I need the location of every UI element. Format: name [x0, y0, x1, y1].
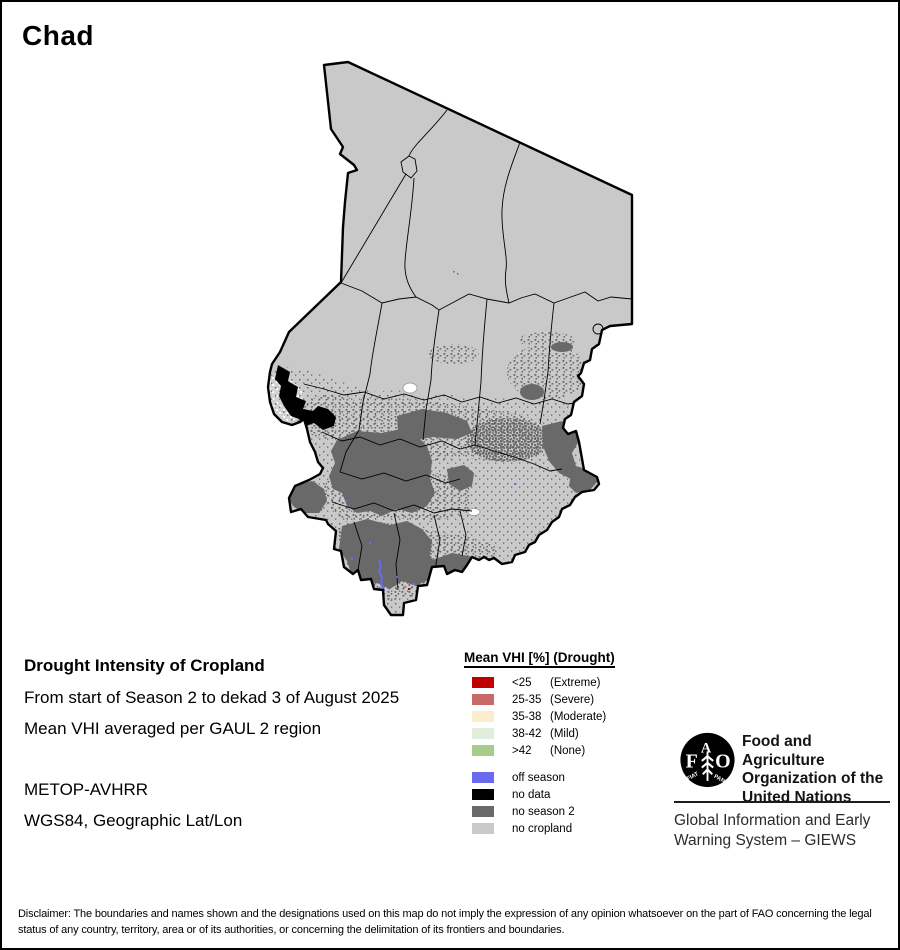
legend-label: no cropland: [512, 822, 573, 835]
legend-swatch: [472, 711, 494, 722]
info-block: [24, 655, 464, 831]
legend-row-moderate: [472, 711, 615, 722]
legend-row-none: [472, 745, 615, 756]
page-title: Chad: [22, 20, 94, 51]
legend-swatch: [472, 806, 494, 817]
legend-row-no-data: [472, 789, 615, 800]
fao-org-line: United Nations: [742, 788, 852, 806]
legend-label: no data: [512, 788, 551, 801]
sensor-line: METOP-AVHRR: [24, 780, 149, 799]
legend-label: (None): [550, 744, 586, 757]
legend-label: (Mild): [550, 727, 579, 740]
legend-swatch: [472, 772, 494, 783]
giews-line: Warning System – GIEWS: [674, 831, 857, 849]
map-subtitle: Drought Intensity of Cropland: [24, 656, 265, 675]
legend-swatch: [472, 745, 494, 756]
legend-label: (Extreme): [550, 676, 601, 689]
fao-org-line: Organization of the: [742, 770, 884, 787]
legend-row-mild: [472, 728, 615, 739]
legend-label: (Moderate): [550, 710, 607, 723]
fao-motto-fiat: FIAT: [686, 771, 700, 783]
legend-row-no-cropland: [472, 823, 615, 834]
legend-swatch: [472, 694, 494, 705]
fao-letter-a: A: [700, 740, 712, 757]
legend-swatch: [472, 677, 494, 688]
fao-logo-icon: [679, 731, 736, 789]
period-line: From start of Season 2 to dekad 3 of August 2025: [24, 688, 400, 707]
no-season2-dense-patch: [467, 418, 547, 462]
disclaimer-text: Disclaimer: The boundaries and names shown and the designations used on this map do not imply the expression of any opinion whatsoever on the part of FAO concerning the legal status of any country, territory, area or of its authorities, or concerning the delimitation of its frontiers and boundaries.: [18, 908, 872, 936]
legend-swatch: [472, 789, 494, 800]
fao-separator-line: [674, 801, 890, 803]
legend-row-off-season: [472, 772, 615, 783]
legend-range: 25-35: [512, 693, 542, 706]
legend-label: no season 2: [512, 805, 575, 818]
legend-row-extreme: [472, 677, 615, 688]
legend-swatch: [472, 728, 494, 739]
legend-row-no-season2: [472, 806, 615, 817]
legend-swatch: [472, 823, 494, 834]
giews-name: [674, 811, 870, 850]
fao-letter-o: O: [715, 750, 731, 773]
legend: [464, 650, 615, 840]
fao-motto-panis: PANIS: [712, 773, 731, 788]
legend-range: >42: [512, 744, 532, 757]
fao-letter-f: F: [685, 750, 698, 773]
legend-status-block: [472, 772, 615, 834]
map-body: [266, 62, 632, 616]
aggregation-line: Mean VHI averaged per GAUL 2 region: [24, 719, 322, 738]
fao-org-line: Food and Agriculture: [742, 733, 825, 769]
legend-range: 38-42: [512, 727, 542, 740]
legend-title: Mean VHI [%] (Drought): [464, 650, 615, 668]
giews-line: Global Information and Early: [674, 812, 871, 829]
legend-label: off season: [512, 771, 565, 784]
legend-range: 35-38: [512, 710, 542, 723]
legend-row-severe: [472, 694, 615, 705]
projection-line: WGS84, Geographic Lat/Lon: [24, 811, 243, 830]
fao-org-name: [742, 733, 898, 807]
legend-range: <25: [512, 676, 532, 689]
legend-label: (Severe): [550, 693, 595, 706]
